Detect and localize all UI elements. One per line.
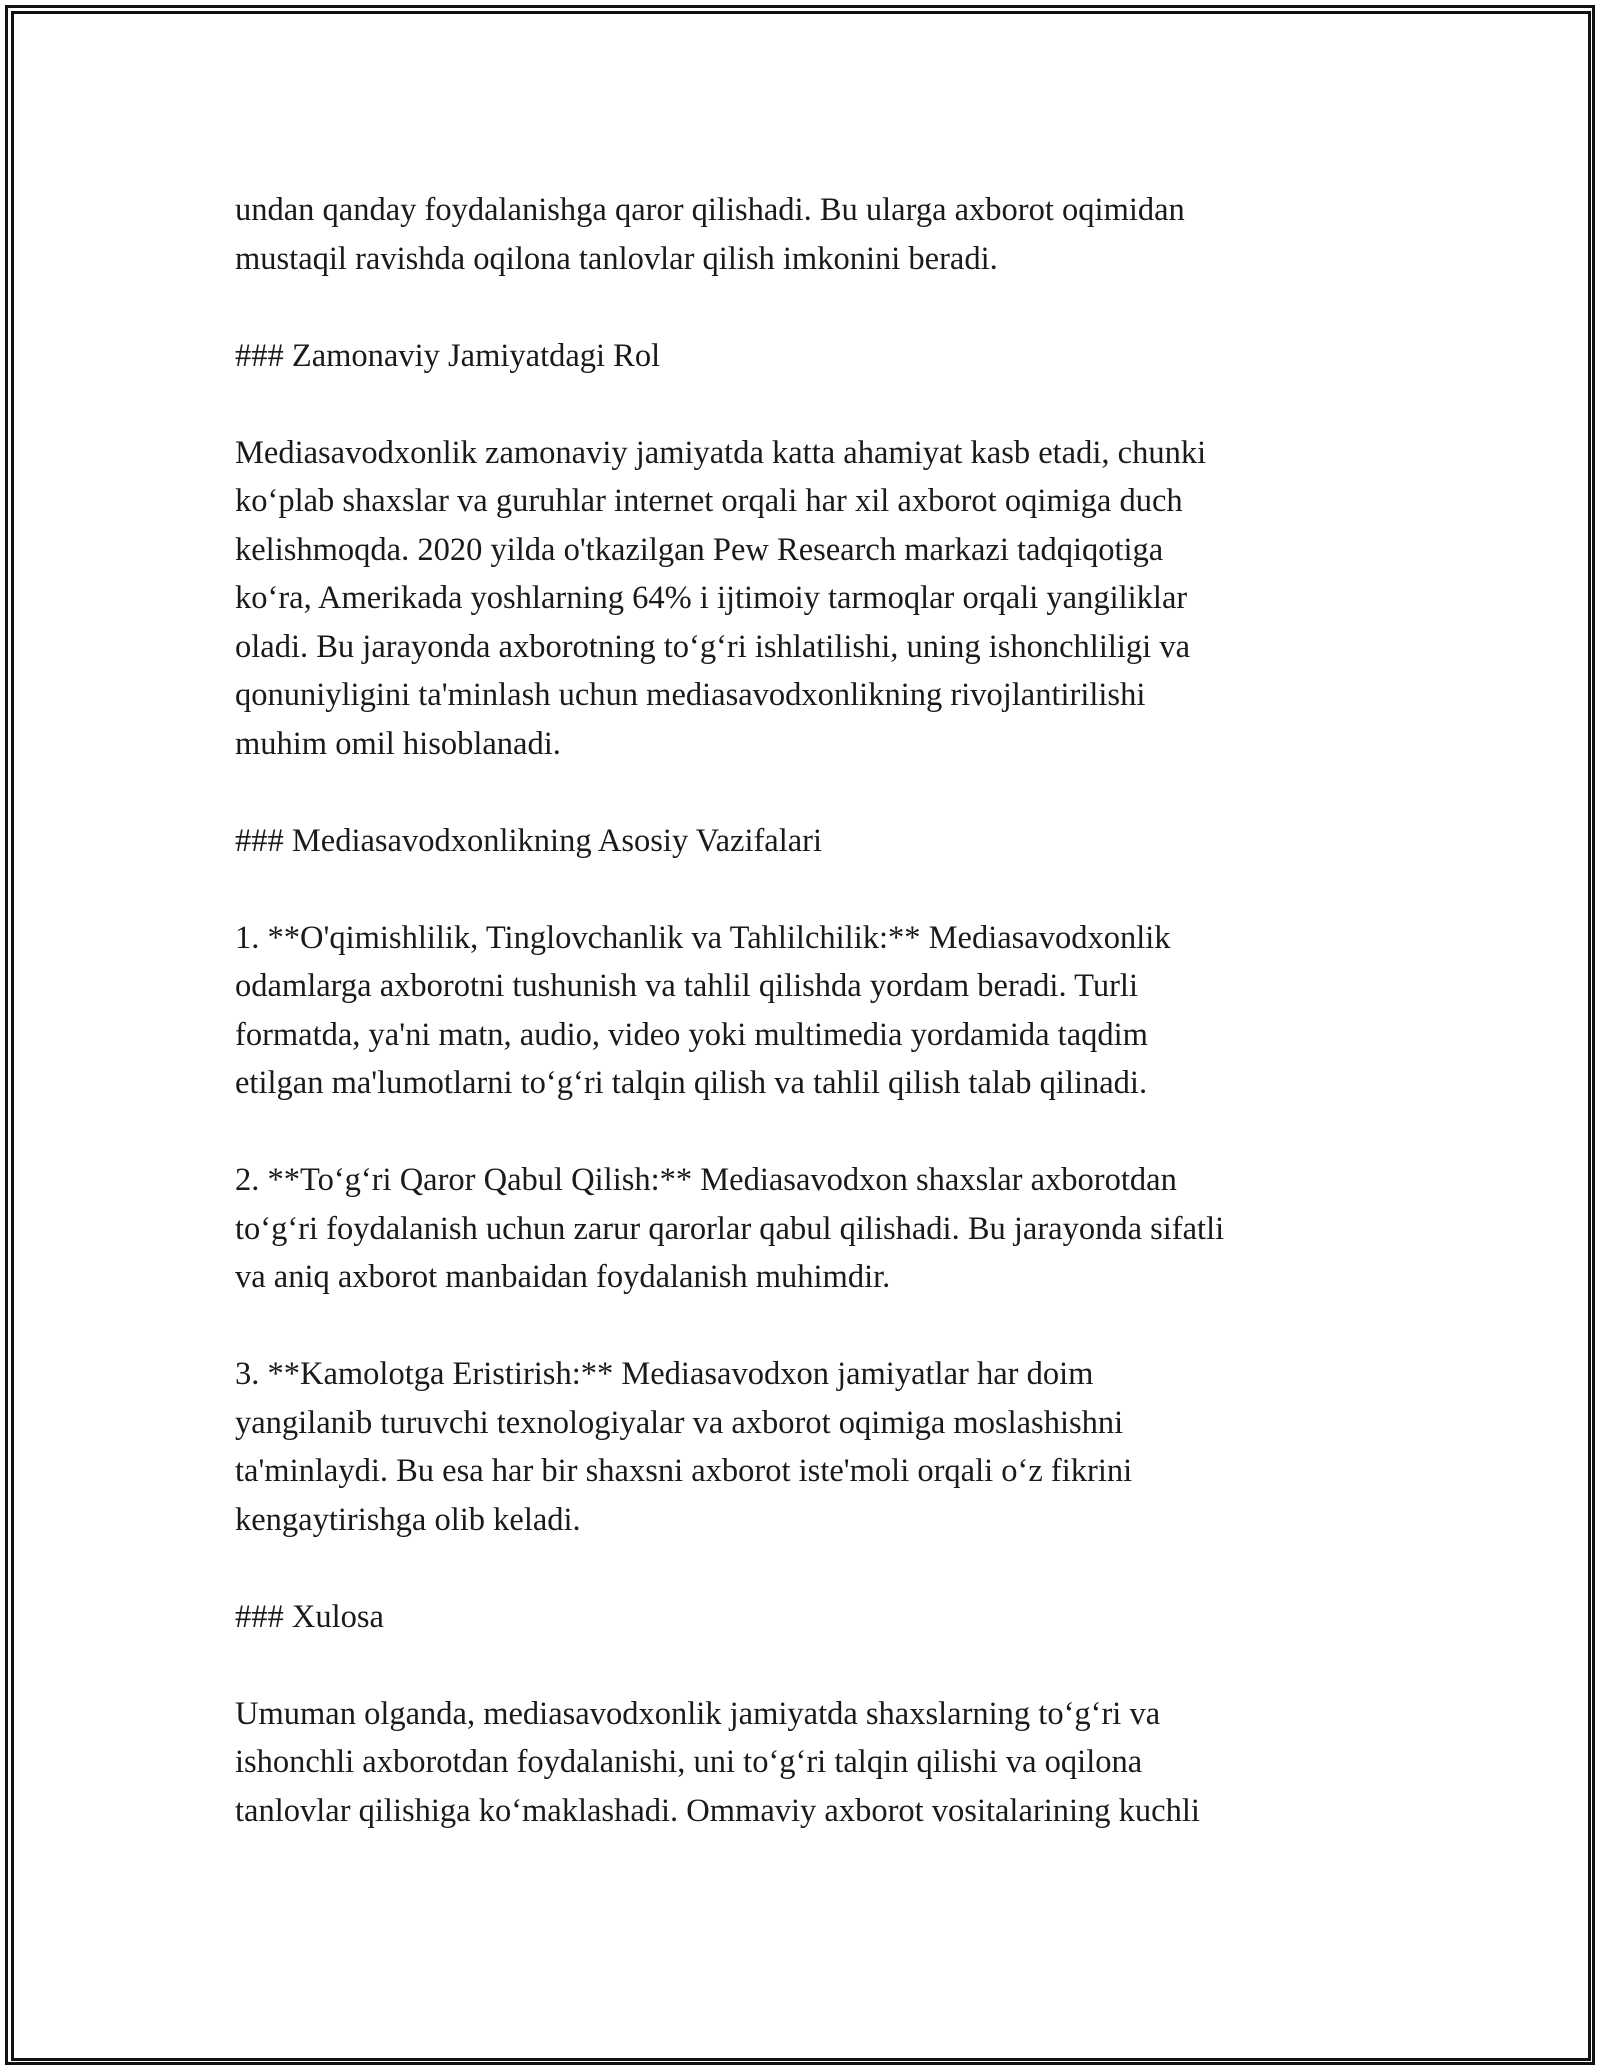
text-line: Mediasavodxonlik zamonaviy jamiyatda katta ahamiyat kasb etadi, chunki	[235, 434, 1207, 471]
text-line: ta'minlaydi. Bu esa har bir shaxsni axborot iste'moli orqali o‘z fikrini	[235, 1453, 1133, 1489]
text-line: 3. **Kamolotga Eristirish:** Mediasavodxon jamiyatlar har doim	[235, 1356, 1094, 1392]
text-line: Umuman olganda, mediasavodxonlik jamiyatda shaxslarning to‘g‘ri va	[235, 1695, 1161, 1732]
text-line: va aniq axborot manbaidan foydalanish muhimdir.	[235, 1259, 891, 1295]
text-line: undan qanday foydalanishga qaror qilishadi. Bu ularga axborot oqimidan	[235, 192, 1185, 228]
text-line: 2. **To‘g‘ri Qaror Qabul Qilish:** Mediasavodxon shaxslar axborotdan	[235, 1162, 1177, 1198]
list-item-2	[235, 1156, 1365, 1302]
heading-text: ### Zamonaviy Jamiyatdagi Rol	[235, 337, 661, 374]
text-line: ko‘ra, Amerikada yoshlarning 64% i ijtimoiy tarmoqlar orqali yangiliklar	[235, 580, 1188, 616]
heading-text: ### Xulosa	[235, 1598, 384, 1635]
text-line: ko‘plab shaxslar va guruhlar internet orqali har xil axborot oqimiga duch	[235, 483, 1183, 519]
text-line: kengaytirishga olib keladi.	[235, 1501, 581, 1538]
heading-text: ### Mediasavodxonlikning Asosiy Vazifalari	[235, 822, 823, 859]
text-line: etilgan ma'lumotlarni to‘g‘ri talqin qilish va tahlil qilish talab qilinadi.	[235, 1065, 1148, 1101]
text-line: mustaqil ravishda oqilona tanlovlar qilish imkonini beradi.	[235, 240, 998, 277]
text-line: to‘g‘ri foydalanish uchun zarur qarorlar qabul qilishadi. Bu jarayonda sifatli	[235, 1210, 1225, 1247]
document-body	[235, 186, 1365, 1884]
text-line: ishonchli axborotdan foydalanishi, uni to‘g‘ri talqin qilishi va oqilona	[235, 1744, 1143, 1780]
text-line: formatda, ya'ni matn, audio, video yoki multimedia yordamida taqdim	[235, 1016, 1148, 1053]
section-heading-asosiy-vazifalari	[235, 817, 1365, 866]
paragraph-intro-continuation	[235, 186, 1365, 283]
list-item-3	[235, 1350, 1365, 1544]
paragraph-conclusion	[235, 1690, 1365, 1836]
text-line: muhim omil hisoblanadi.	[235, 725, 561, 762]
text-line: odamlarga axborotni tushunish va tahlil qilishda yordam beradi. Turli	[235, 968, 1138, 1004]
text-line: tanlovlar qilishiga ko‘maklashadi. Ommaviy axborot vositalarining kuchli	[235, 1792, 1200, 1829]
text-line: oladi. Bu jarayonda axborotning to‘g‘ri ishlatilishi, uning ishonchliligi va	[235, 628, 1191, 665]
text-line: yangilanib turuvchi texnologiyalar va axborot oqimiga moslashishni	[235, 1404, 1124, 1441]
text-line: 1. **O'qimishlilik, Tinglovchanlik va Tahlilchilik:** Mediasavodxonlik	[235, 919, 1171, 956]
text-line: qonuniyligini ta'minlash uchun mediasavodxonlikning rivojlantirilishi	[235, 677, 1146, 713]
paragraph-modern-society	[235, 429, 1365, 769]
section-heading-zamonaviy-jamiyatdagi-rol	[235, 332, 1365, 381]
list-item-1	[235, 914, 1365, 1108]
text-line: kelishmoqda. 2020 yilda o'tkazilgan Pew Research markazi tadqiqotiga	[235, 531, 1164, 568]
section-heading-xulosa	[235, 1593, 1365, 1642]
